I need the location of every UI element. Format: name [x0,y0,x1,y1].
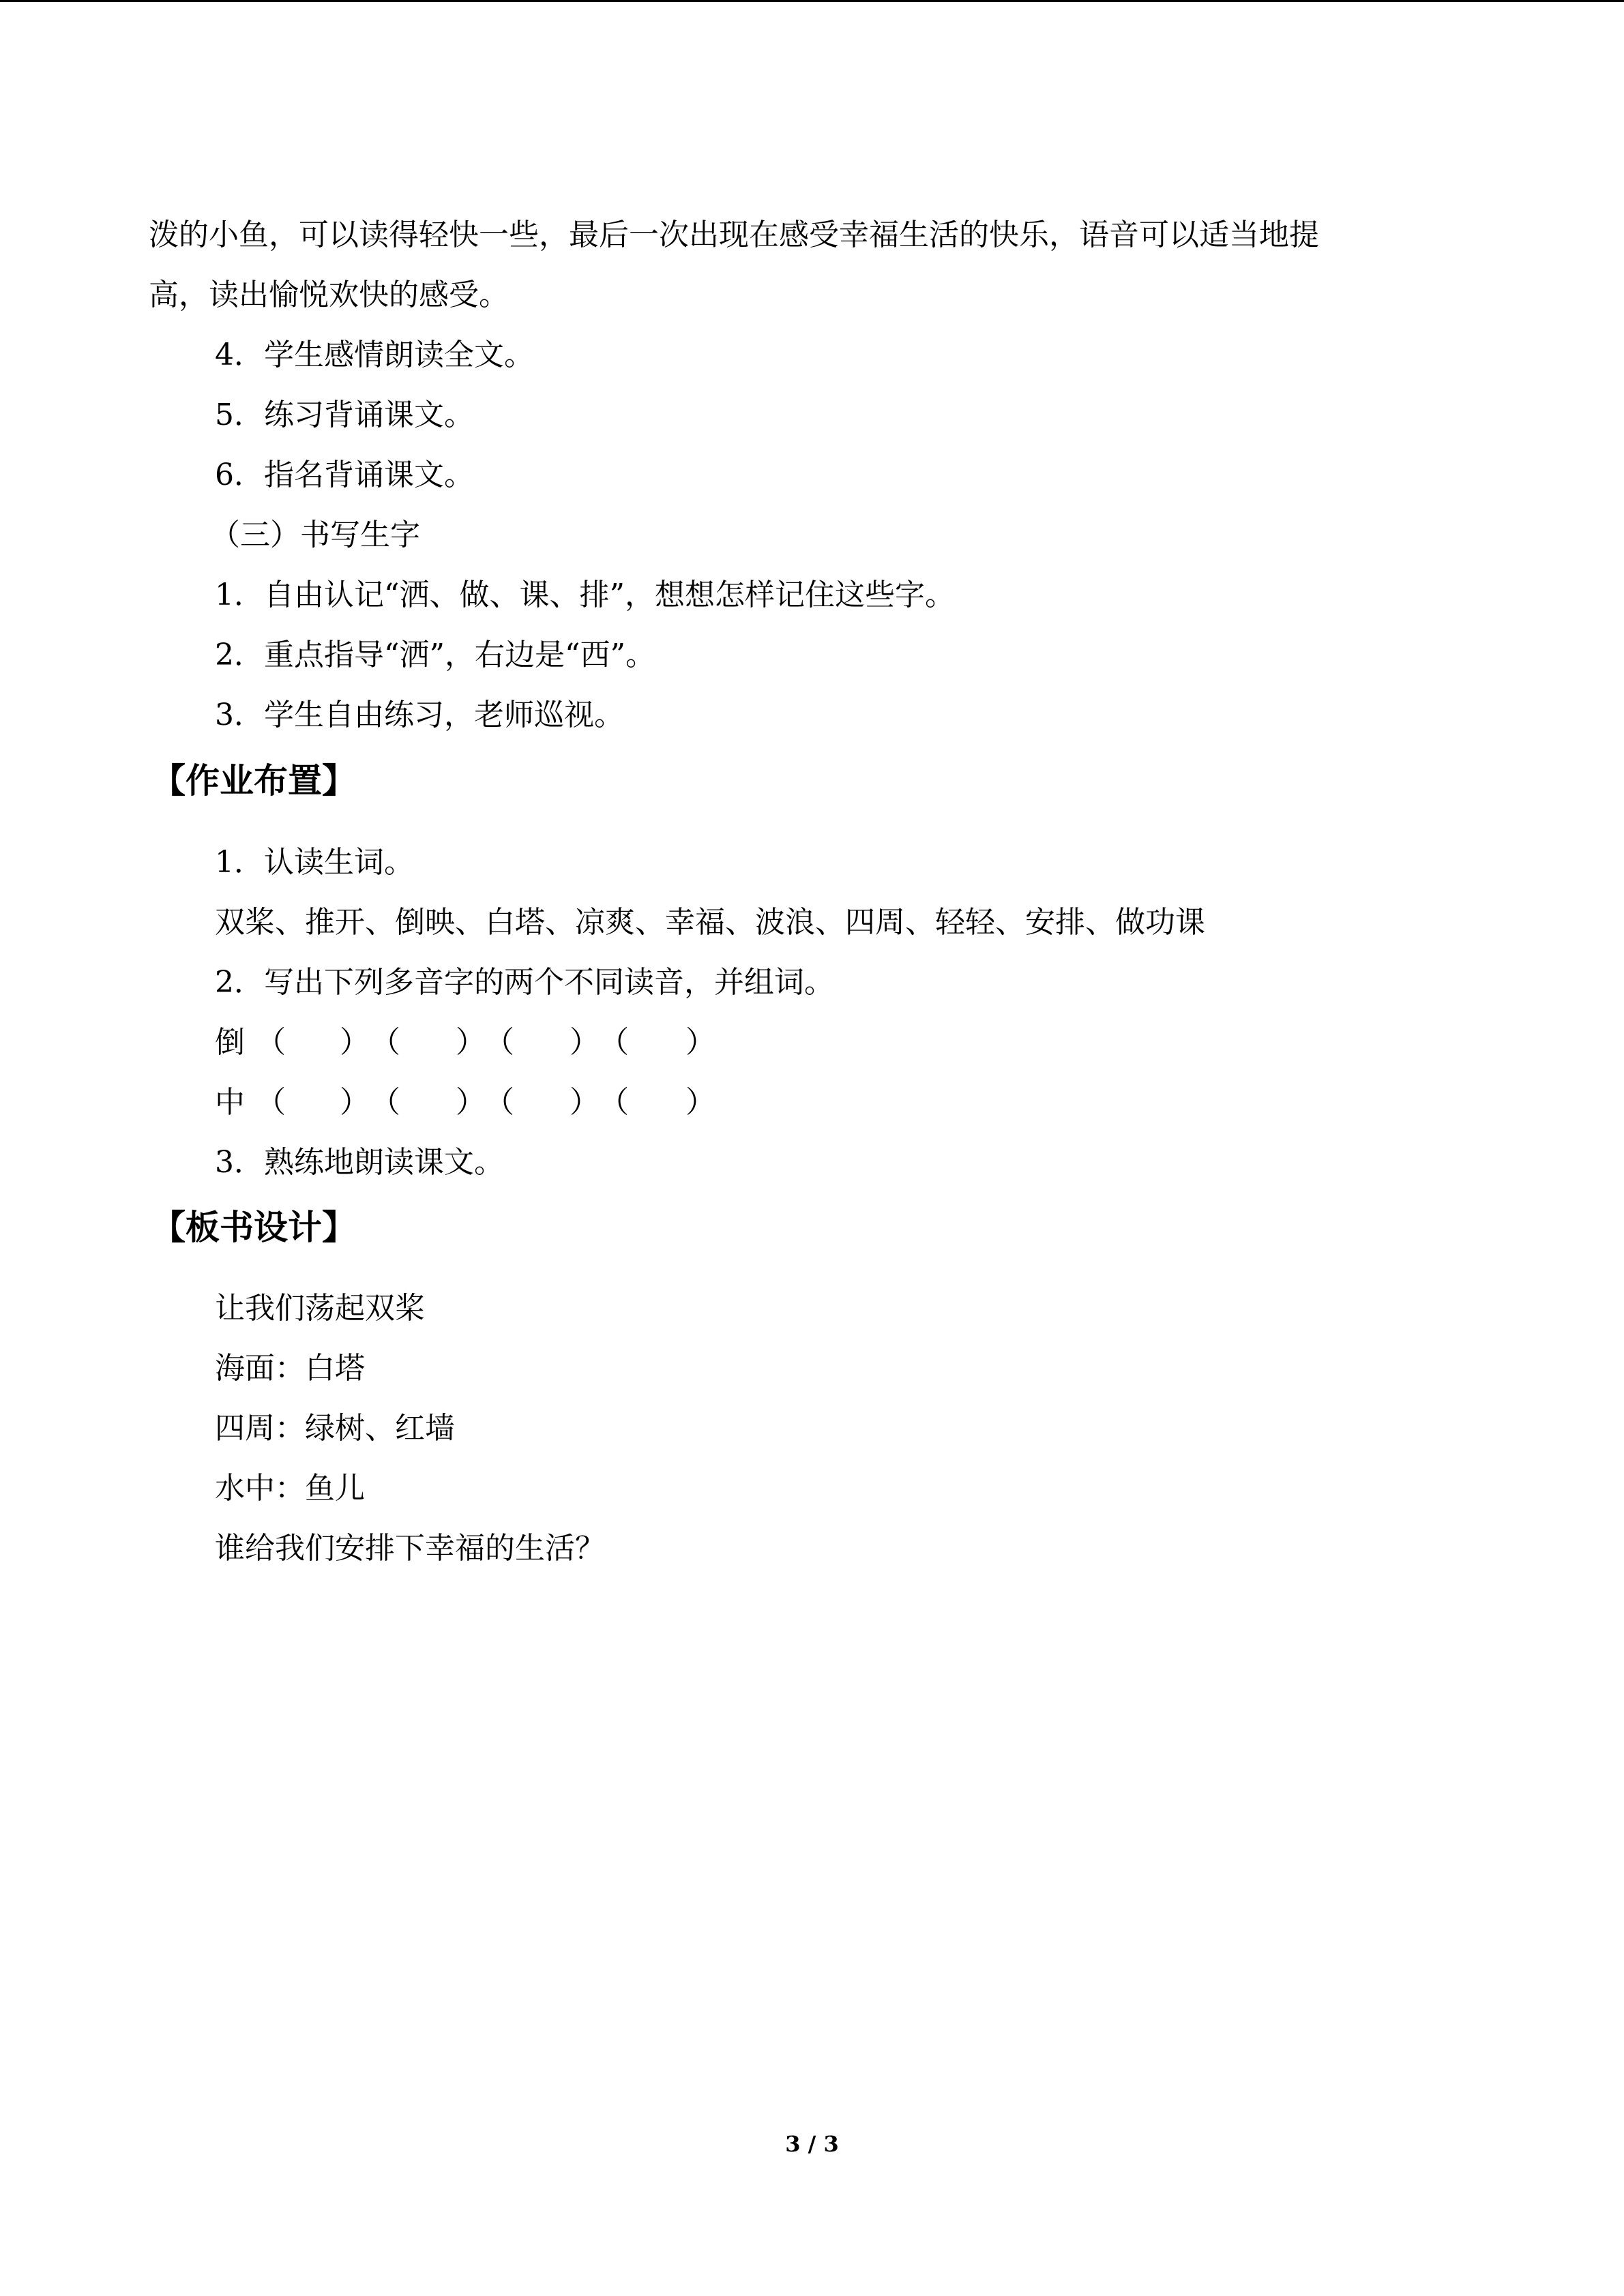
blank-close-paren: ） [685,1025,715,1060]
blank-open-paren: （ [599,1025,629,1060]
reading-step-6: 6．指名背诵课文。 [215,458,474,492]
board-line-sea: 海面：白塔 [215,1351,365,1386]
blank-open-paren: （ [484,1025,514,1060]
reading-step-4: 4．学生感情朗读全文。 [215,338,534,372]
blank-close-paren: ） [456,1025,486,1060]
homework-item-3: 3．熟练地朗读课文。 [215,1145,504,1180]
paragraph-line-2: 高，读出愉悦欢快的感受。 [149,278,509,312]
blank-close-paren: ） [456,1085,486,1120]
blank-close-paren: ） [570,1085,600,1120]
writing-step-2: 2．重点指导“洒”，右边是“西”。 [215,638,655,672]
blank-close-paren: ） [685,1085,715,1120]
blank-close-paren: ） [570,1025,600,1060]
writing-section-title: （三）书写生字 [210,518,420,552]
board-design-heading: 【板书设计】 [151,1208,356,1247]
board-line-water: 水中：鱼儿 [215,1471,365,1506]
reading-step-5: 5．练习背诵课文。 [215,398,474,432]
page-number: 3 / 3 [785,2131,839,2157]
polyphone-row-dao [215,1022,761,1063]
homework-word-list: 双桨、推开、倒映、白塔、凉爽、幸福、波浪、四周、轻轻、安排、做功课 [215,905,1205,940]
polyphone-char: 中 [215,1085,245,1120]
homework-item-1: 1．认读生词。 [215,845,414,880]
writing-step-3: 3．学生自由练习，老师巡视。 [215,698,624,732]
blank-open-paren: （ [599,1085,629,1120]
blank-open-paren: （ [370,1025,400,1060]
blank-close-paren: ） [340,1085,370,1120]
writing-step-1: 1．自由认记“洒、做、课、排”，想想怎样记住这些字。 [215,578,955,612]
paragraph-line-1: 泼的小鱼，可以读得轻快一些，最后一次出现在感受幸福生活的快乐，语音可以适当地提 [149,218,1319,252]
page-top-border [0,0,1624,2]
board-line-surroundings: 四周：绿树、红墙 [215,1411,455,1446]
blank-open-paren: （ [370,1085,400,1120]
blank-open-paren: （ [484,1085,514,1120]
polyphone-char: 倒 [215,1025,245,1060]
blank-open-paren: （ [256,1085,286,1120]
blank-close-paren: ） [340,1025,370,1060]
homework-item-2: 2．写出下列多音字的两个不同读音，并组词。 [215,965,834,1000]
board-line-question: 谁给我们安排下幸福的生活？ [215,1531,605,1566]
blank-open-paren: （ [256,1025,286,1060]
polyphone-row-zhong [215,1082,761,1123]
homework-heading: 【作业布置】 [151,761,356,801]
board-line-title: 让我们荡起双桨 [215,1291,425,1326]
